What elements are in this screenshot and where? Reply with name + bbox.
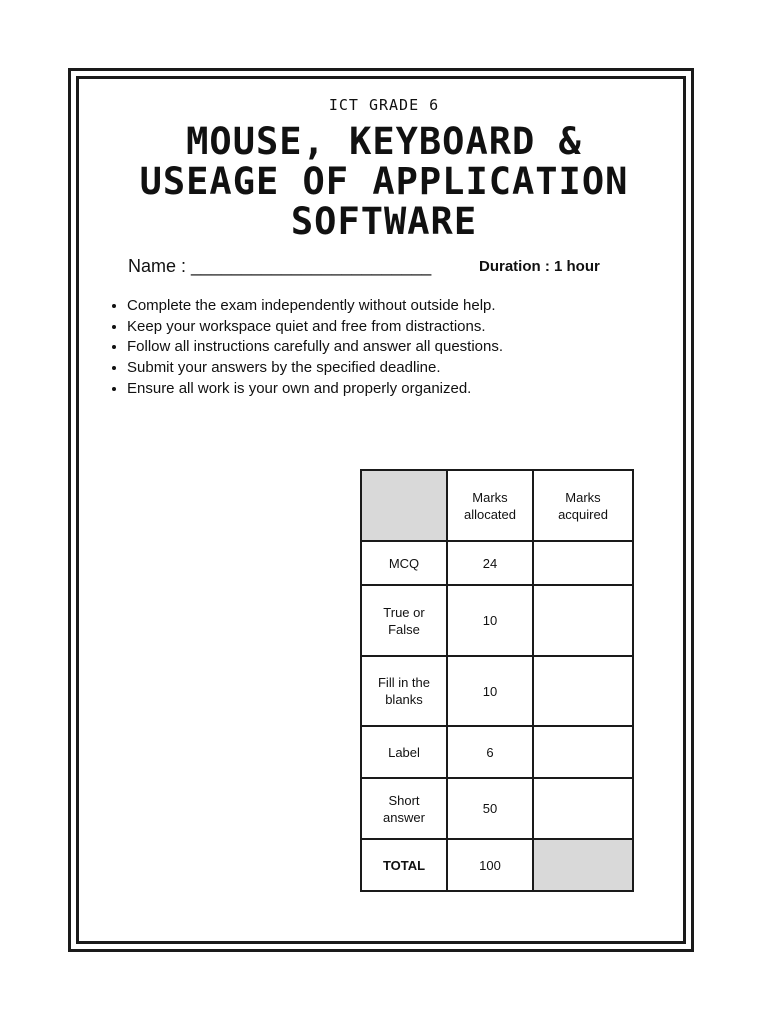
instruction-item: • Ensure all work is your own and properly organized. <box>127 379 503 400</box>
marks-acquired-cell[interactable] <box>533 726 633 778</box>
duration-label: Duration : 1 hour <box>479 258 600 275</box>
instructions-list <box>108 296 503 400</box>
section-name: Short answer <box>361 778 447 839</box>
exam-title-line-2: USEAGE OF APPLICATION <box>139 160 629 203</box>
total-label: TOTAL <box>361 839 447 891</box>
exam-title-line-3: SOFTWARE <box>290 200 478 243</box>
marks-allocated-cell: 6 <box>447 726 533 778</box>
section-name: Fill in the blanks <box>361 656 447 726</box>
table-row <box>361 656 633 726</box>
marks-allocated-cell: 50 <box>447 778 533 839</box>
marks-acquired-cell[interactable] <box>533 656 633 726</box>
marks-allocated-cell: 10 <box>447 585 533 656</box>
section-name: MCQ <box>361 541 447 585</box>
name-field <box>128 256 431 277</box>
header-corner-cell <box>361 470 447 541</box>
instruction-item: • Follow all instructions carefully and answer all questions. <box>127 337 503 358</box>
section-name: Label <box>361 726 447 778</box>
marks-allocated-cell: 24 <box>447 541 533 585</box>
table-row <box>361 726 633 778</box>
instruction-item: • Submit your answers by the specified deadline. <box>127 358 503 379</box>
exam-title <box>80 122 688 242</box>
name-label: Name : <box>128 256 187 276</box>
header-marks-allocated: Marks allocated <box>447 470 533 541</box>
table-header-row <box>361 470 633 541</box>
table-total-row <box>361 839 633 891</box>
marks-acquired-cell[interactable] <box>533 585 633 656</box>
header-marks-acquired: Marks acquired <box>533 470 633 541</box>
exam-title-line-1: MOUSE, KEYBOARD & <box>186 120 582 163</box>
table-row <box>361 778 633 839</box>
subject-heading: ICT GRADE 6 <box>328 96 440 114</box>
instruction-item: • Complete the exam independently without outside help. <box>127 296 503 317</box>
table-row <box>361 541 633 585</box>
marks-table <box>360 469 634 892</box>
marks-acquired-cell[interactable] <box>533 778 633 839</box>
name-blank-line[interactable]: ________________________ <box>191 256 432 276</box>
total-allocated-cell: 100 <box>447 839 533 891</box>
table-row <box>361 585 633 656</box>
instruction-item: • Keep your workspace quiet and free from distractions. <box>127 317 503 338</box>
section-name: True or False <box>361 585 447 656</box>
total-acquired-cell <box>533 839 633 891</box>
marks-acquired-cell[interactable] <box>533 541 633 585</box>
marks-allocated-cell: 10 <box>447 656 533 726</box>
